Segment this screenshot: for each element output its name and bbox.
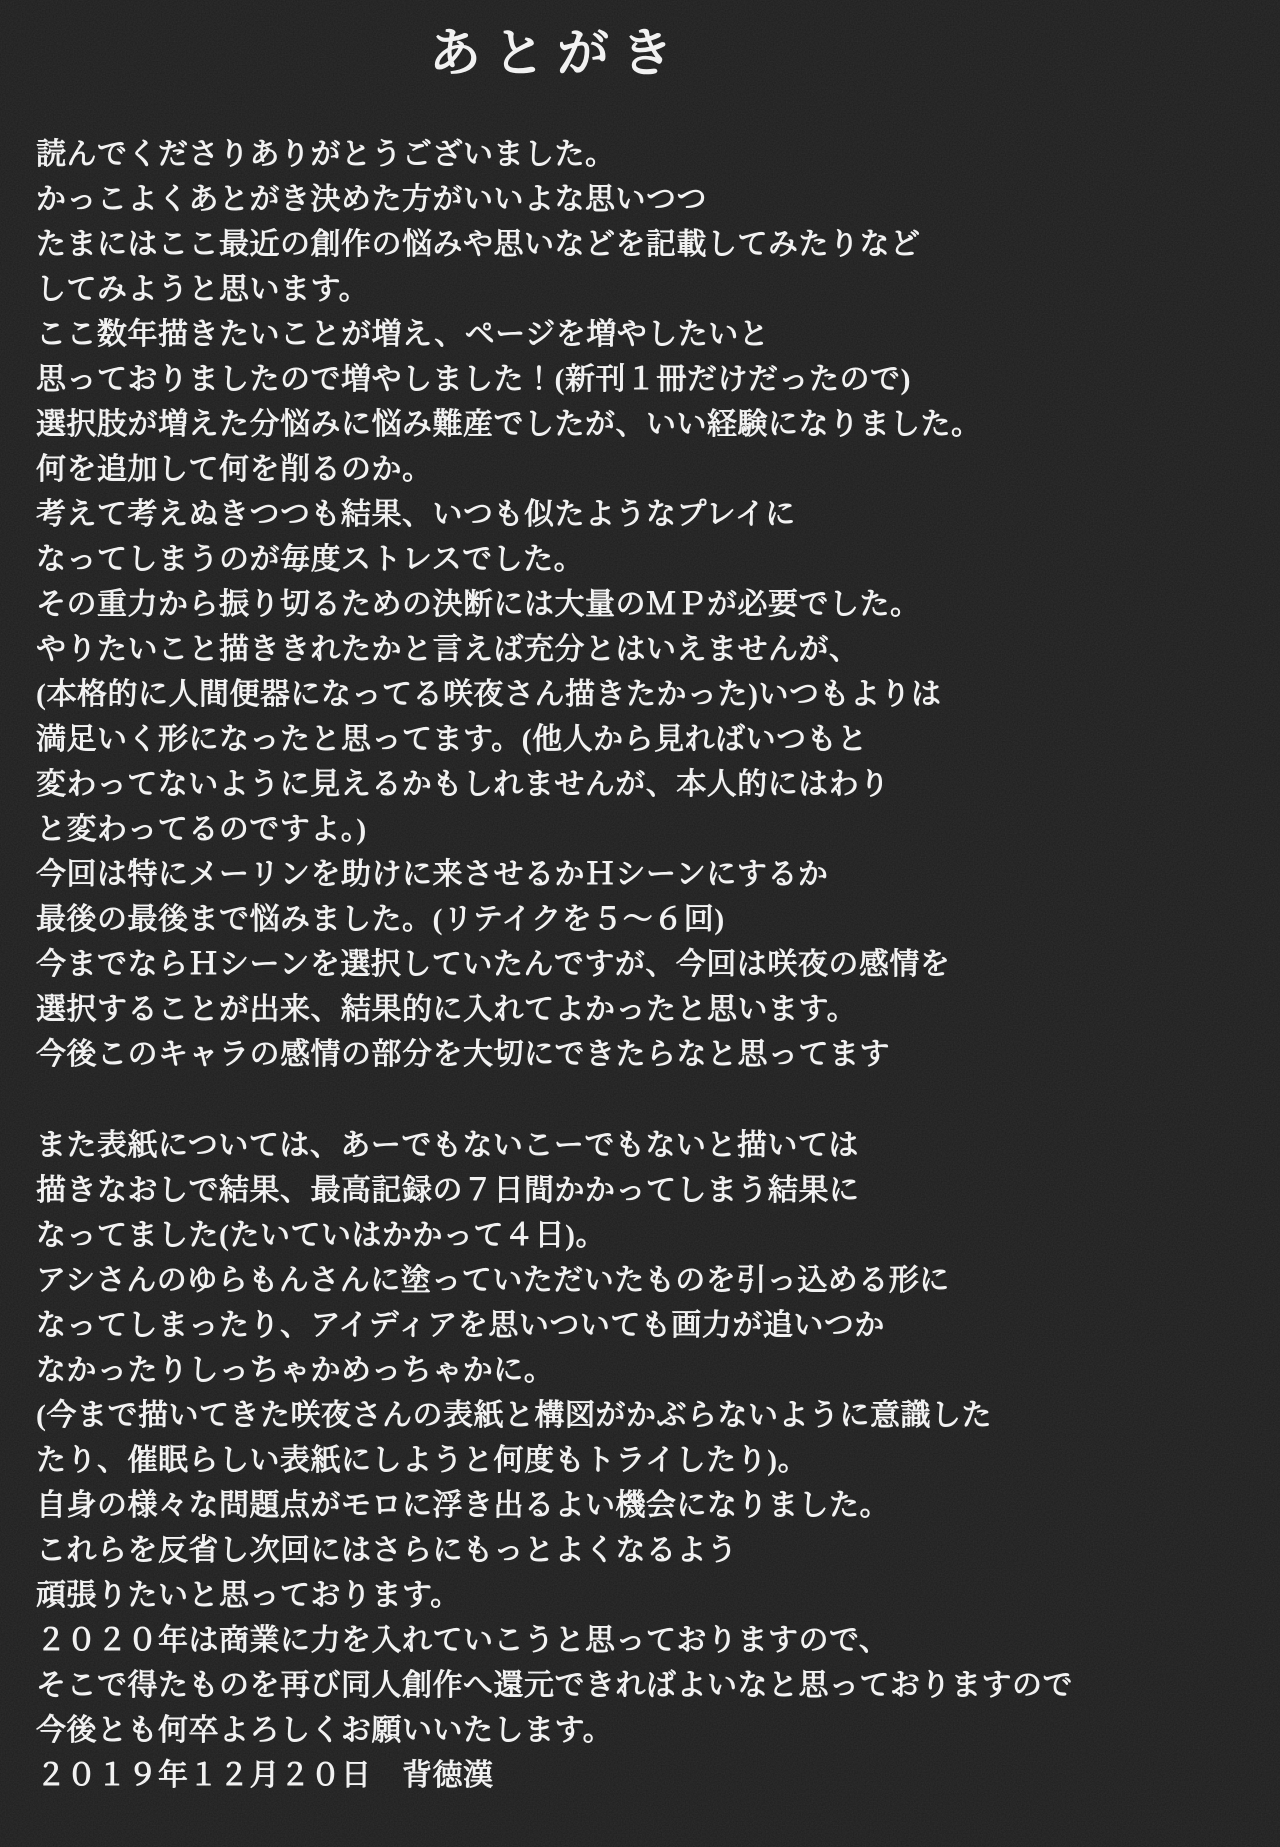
page-title: あとがき <box>428 26 685 83</box>
text-line: 考えて考えぬきつつも結果、いつも似たようなプレイに <box>36 498 796 531</box>
text-line: かっこよくあとがき決めた方がいいよな思いつつ <box>36 183 707 216</box>
text-line: たり、催眠らしい表紙にしようと何度もトライしたり)。 <box>36 1444 809 1477</box>
text-line: たまにはここ最近の創作の悩みや思いなどを記載してみたりなど <box>36 228 921 261</box>
text-line: これらを反省し次回にはさらにもっとよくなるよう <box>36 1534 738 1567</box>
paragraph-1 <box>36 132 1066 1077</box>
text-column <box>36 22 1073 1798</box>
text-line: 今後このキャラの感情の部分を大切にできたらなと思ってます <box>36 1038 890 1071</box>
paragraph-2 <box>36 1123 1073 1798</box>
text-line: 満足いく形になったと思ってます。(他人から見ればいつもと <box>36 723 868 756</box>
text-line: やりたいこと描ききれたかと言えば充分とはいえませんが、 <box>36 633 860 666</box>
text-line: してみようと思います。 <box>36 273 370 306</box>
text-line: そこで得たものを再び同人創作へ還元できればよいなと思っておりますので <box>36 1669 1073 1702</box>
text-line: ２０２０年は商業に力を入れていこうと思っておりますので、 <box>36 1624 890 1657</box>
text-line: ここ数年描きたいことが増え、ページを増やしたいと <box>36 318 770 351</box>
text-line: 変わってないように見えるかもしれませんが、本人的にはわり <box>36 768 890 801</box>
text-line: アシさんのゆらもんさんに塗っていただいたものを引っ込める形に <box>36 1264 950 1297</box>
text-line: 自身の様々な問題点がモロに浮き出るよい機会になりました。 <box>36 1489 890 1522</box>
text-line: その重力から振り切るための決断には大量のＭＰが必要でした。 <box>36 588 921 621</box>
text-line: 最後の最後まで悩みました。(リテイクを５～６回) <box>36 903 725 936</box>
text-line: 頑張りたいと思っております。 <box>36 1579 461 1612</box>
text-line: (今まで描いてきた咲夜さんの表紙と構図がかぶらないように意識した <box>36 1399 992 1432</box>
date-signature-line: ２０１９年１２月２０日 背徳漢 <box>36 1759 494 1792</box>
text-line: なってしまったり、アイディアを思いついても画力が追いつか <box>36 1309 885 1342</box>
text-line: 今までならＨシーンを選択していたんですが、今回は咲夜の感情を <box>36 948 951 981</box>
text-line: 思っておりましたので増やしました！(新刊１冊だけだったので) <box>36 363 911 396</box>
text-line: 描きなおしで結果、最高記録の７日間かかってしまう結果に <box>36 1174 860 1207</box>
text-line: 何を追加して何を削るのか。 <box>36 453 433 486</box>
text-line: 今後とも何卒よろしくお願いいたします。 <box>36 1714 614 1747</box>
text-line: また表紙については、あーでもないこーでもないと描いては <box>36 1129 859 1162</box>
text-line: と変わってるのですよ。) <box>36 813 367 846</box>
text-line: なかったりしっちゃかめっちゃかに。 <box>36 1354 555 1387</box>
text-line: 今回は特にメーリンを助けに来させるかＨシーンにするか <box>36 858 829 891</box>
text-line: なってしまうのが毎度ストレスでした。 <box>36 543 585 576</box>
text-line: なってました(たいていはかかって４日)。 <box>36 1219 606 1252</box>
text-line: 選択肢が増えた分悩みに悩み難産でしたが、いい経験になりました。 <box>36 408 982 441</box>
text-line: (本格的に人間便器になってる咲夜さん描きたかった)いつもよりは <box>36 678 942 711</box>
text-line: 読んでくださりありがとうございました。 <box>36 138 616 171</box>
text-line: 選択することが出来、結果的に入れてよかったと思います。 <box>36 993 858 1026</box>
